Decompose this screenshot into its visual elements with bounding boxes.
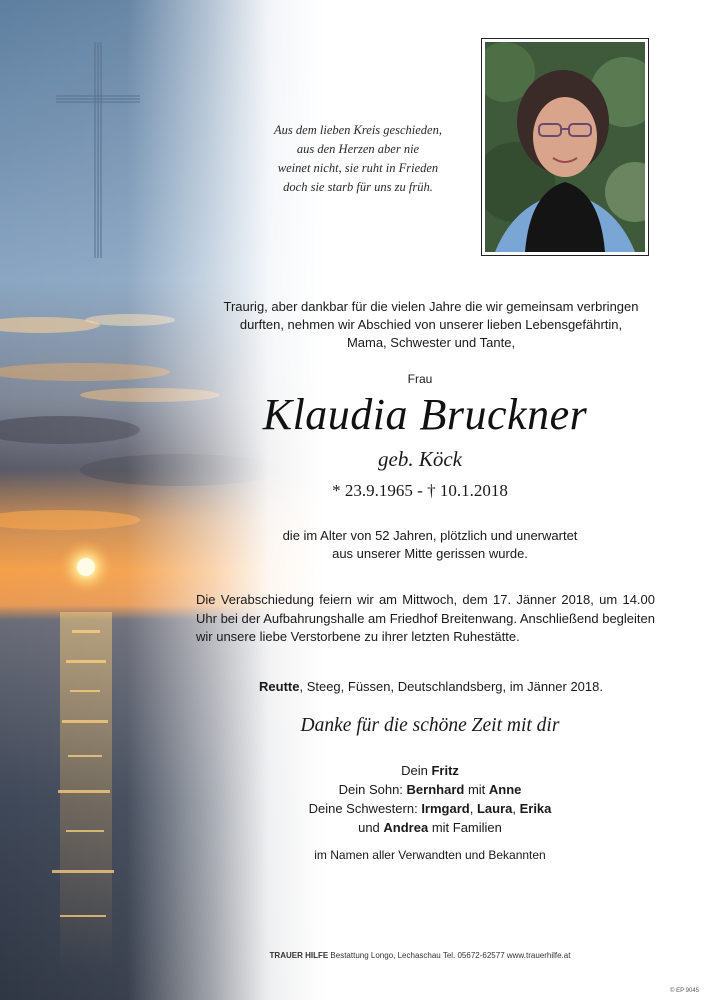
footer [170, 951, 670, 960]
places-line [196, 679, 666, 694]
age-line: aus unserer Mitte gerissen wurde. [332, 546, 528, 561]
salutation: Frau [407, 372, 433, 386]
family-list [240, 761, 620, 837]
poem-line: doch sie starb für uns zu früh. [283, 180, 433, 194]
intro-line: Traurig, aber dankbar für die vielen Jahre die wir gemeinsam verbringen [223, 299, 639, 314]
family-line-sisters: Deine Schwestern: Irmgard, Laura, Erika [308, 801, 552, 816]
intro-line: Mama, Schwester und Tante, [346, 335, 516, 350]
footer-brand: TRAUER HILFE [269, 951, 329, 960]
document-code: © EP 9045 [670, 988, 699, 994]
places-rest: , Steeg, Füssen, Deutschlandsberg, im Jänner 2018. [299, 679, 603, 694]
poem [240, 121, 476, 197]
family-line-andrea: und Andrea mit Familien [358, 820, 502, 835]
life-dates: * 23.9.1965 - † 10.1.2018 [332, 481, 508, 500]
age-line: die im Alter von 52 Jahren, plötzlich und unerwartet [282, 528, 578, 543]
family-line-partner: Dein Fritz [401, 763, 459, 778]
thanks-text: Danke für die schöne Zeit mit dir [300, 715, 560, 736]
cross-icon [54, 40, 142, 260]
place-reutte: Reutte [259, 679, 300, 694]
relatives-line: im Namen aller Verwandten und Bekannten [314, 848, 546, 862]
poem-line: Aus dem lieben Kreis geschieden, [274, 123, 442, 137]
ceremony-text: Die Verabschiedung feiern wir am Mittwoch, dem 17. Jänner 2018, um 14.00 Uhr bei der Aufbahrungshalle am Friedhof Breitenwang. Anschließend begleiten wir unsere liebe Verstorbene zu ihrer letzten Ruhestätte. [196, 592, 655, 644]
footer-text: Bestattung Longo, Lechaschau Tel. 05672-62577 www.trauerhilfe.at [328, 951, 571, 960]
family-line-son: Dein Sohn: Bernhard mit Anne [338, 782, 522, 797]
portrait-image [485, 42, 645, 252]
poem-line: aus den Herzen aber nie [296, 142, 420, 156]
deceased-name: Klaudia Bruckner [262, 390, 588, 439]
maiden-name: geb. Köck [378, 447, 462, 471]
portrait-photo [481, 38, 649, 256]
age-text [220, 527, 640, 563]
intro-line: durften, nehmen wir Abschied von unserer lieben Lebensgefährtin, [239, 317, 623, 332]
intro-text [196, 298, 666, 352]
poem-line: weinet nicht, sie ruht in Frieden [277, 161, 439, 175]
